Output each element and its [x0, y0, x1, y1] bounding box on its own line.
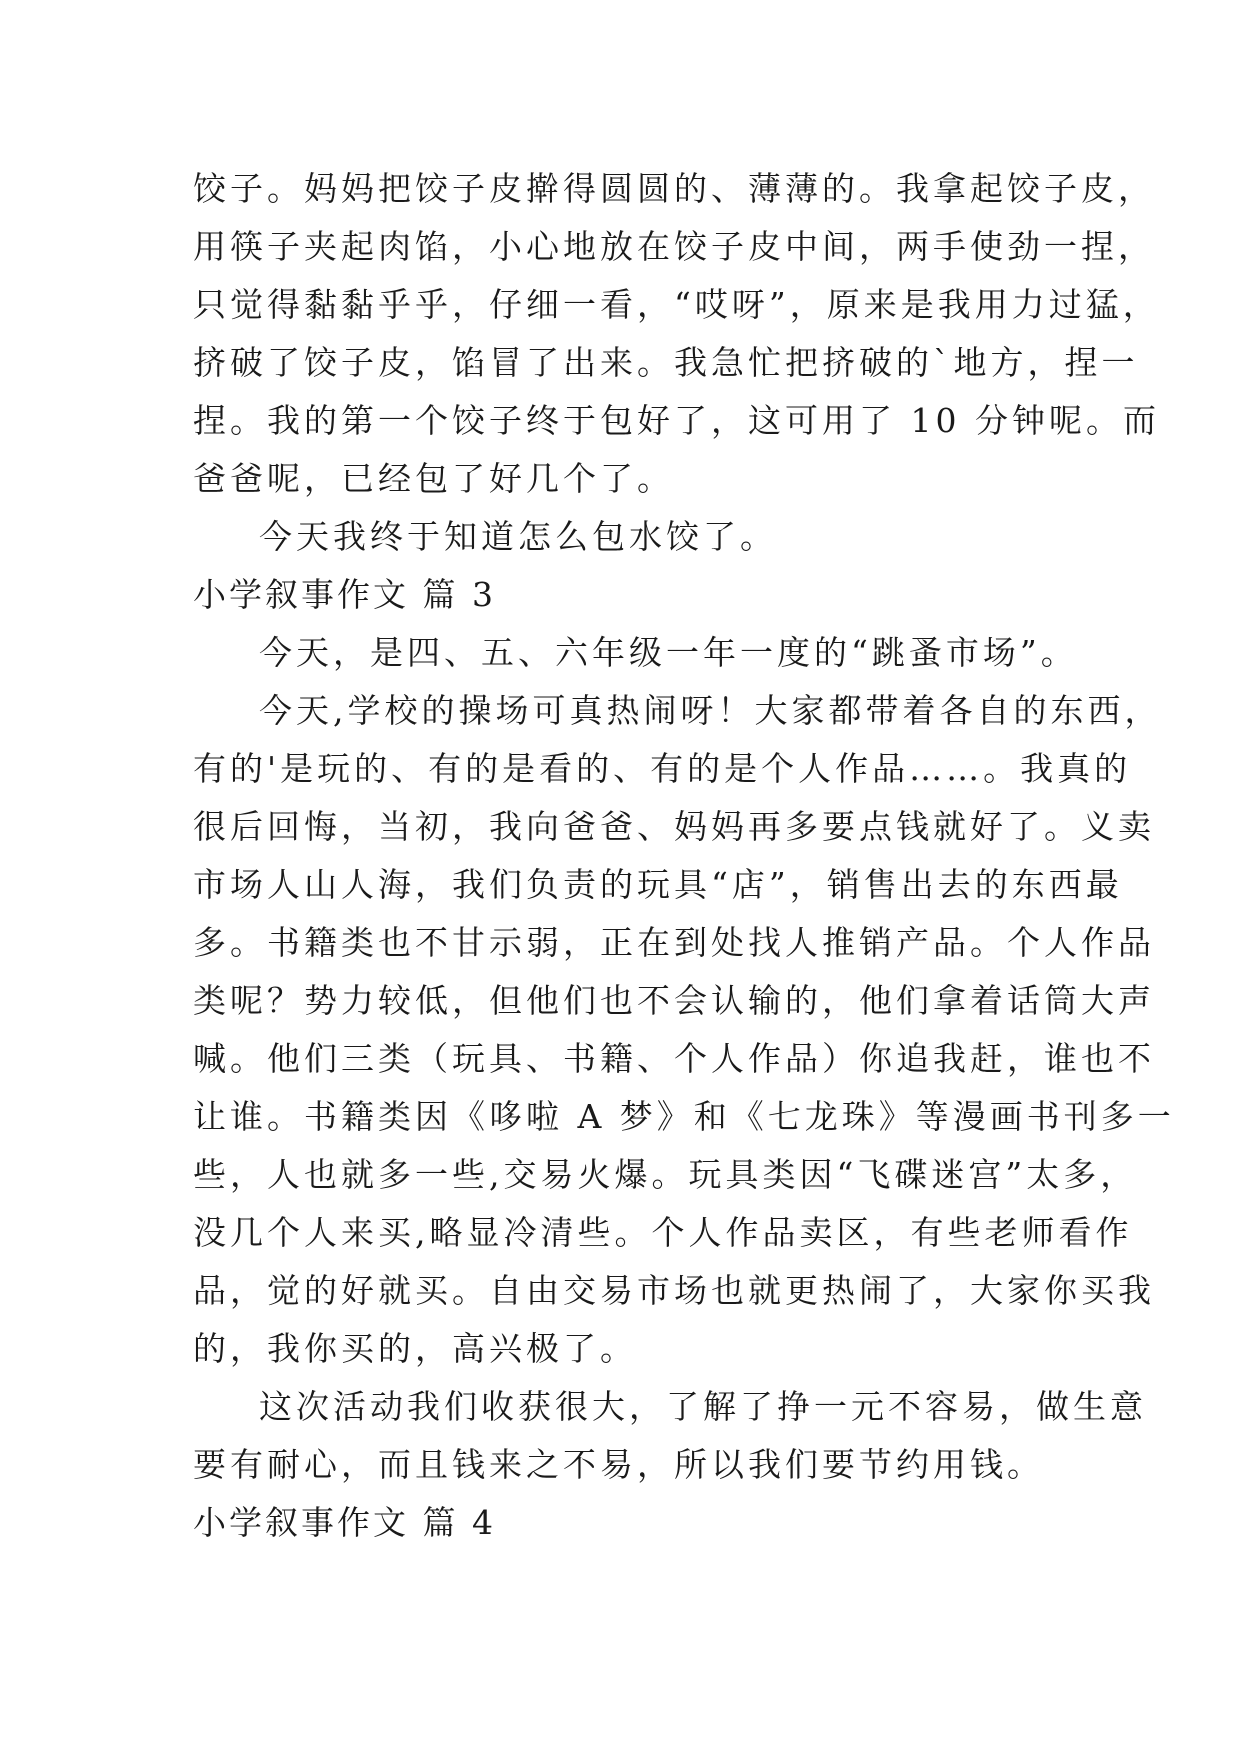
text-line: 捏。我的第一个饺子终于包好了，这可用了 10 分钟呢。而	[193, 401, 1160, 440]
text-line: 些，人也就多一些,交易火爆。玩具类因“飞碟迷宫”太多，	[193, 1155, 1138, 1194]
text-line: 有的'是玩的、有的是看的、有的是个人作品……。我真的	[193, 749, 1132, 788]
text-line: 挤破了饺子皮，馅冒了出来。我急忙把挤破的`地方，捏一	[193, 343, 1139, 382]
text-line: 只觉得黏黏乎乎，仔细一看，“哎呀”，原来是我用力过猛，	[193, 285, 1160, 324]
text-line: 很后回悔，当初，我向爸爸、妈妈再多要点钱就好了。义卖	[193, 807, 1155, 846]
text-line: 的，我你买的，高兴极了。	[193, 1329, 637, 1368]
section-heading-4: 小学叙事作文 篇 4	[193, 1503, 496, 1542]
text-line: 今天我终于知道怎么包水饺了。	[259, 517, 777, 556]
text-line: 用筷子夹起肉馅，小心地放在饺子皮中间，两手使劲一捏，	[193, 227, 1155, 266]
text-line: 爸爸呢，已经包了好几个了。	[193, 459, 674, 498]
paragraph-flea-market-intro	[193, 624, 1078, 682]
paragraph-dumplings-conclusion	[193, 508, 1073, 566]
text-line: 饺子。妈妈把饺子皮擀得圆圆的、薄薄的。我拿起饺子皮，	[193, 169, 1155, 208]
text-line: 要有耐心，而且钱来之不易，所以我们要节约用钱。	[193, 1445, 1044, 1484]
text-line: 喊。他们三类（玩具、书籍、个人作品）你追我赶，谁也不	[193, 1039, 1155, 1078]
document-body	[193, 160, 1175, 1552]
text-line: 今天,学校的操场可真热闹呀！大家都带着各自的东西，	[259, 691, 1162, 730]
text-line: 这次活动我们收获很大，了解了挣一元不容易，做生意	[259, 1387, 1147, 1426]
text-line: 类呢？势力较低，但他们也不会认输的，他们拿着话筒大声	[193, 981, 1155, 1020]
text-line: 让谁。书籍类因《哆啦 A 梦》和《七龙珠》等漫画书刊多一	[193, 1097, 1175, 1136]
paragraph-flea-market-body	[193, 682, 1175, 1378]
text-line: 市场人山人海，我们负责的玩具“店”，销售出去的东西最	[193, 865, 1123, 904]
text-line: 没几个人来买,略显冷清些。个人作品卖区，有些老师看作	[193, 1213, 1133, 1252]
text-line: 品，觉的好就买。自由交易市场也就更热闹了，大家你买我	[193, 1271, 1155, 1310]
paragraph-dumplings-continued	[193, 160, 1160, 508]
paragraph-flea-market-conclusion	[193, 1378, 1147, 1494]
section-heading-3: 小学叙事作文 篇 3	[193, 575, 496, 614]
text-line: 多。书籍类也不甘示弱，正在到处找人推销产品。个人作品	[193, 923, 1155, 962]
text-line: 今天，是四、五、六年级一年一度的“跳蚤市场”。	[259, 633, 1078, 672]
